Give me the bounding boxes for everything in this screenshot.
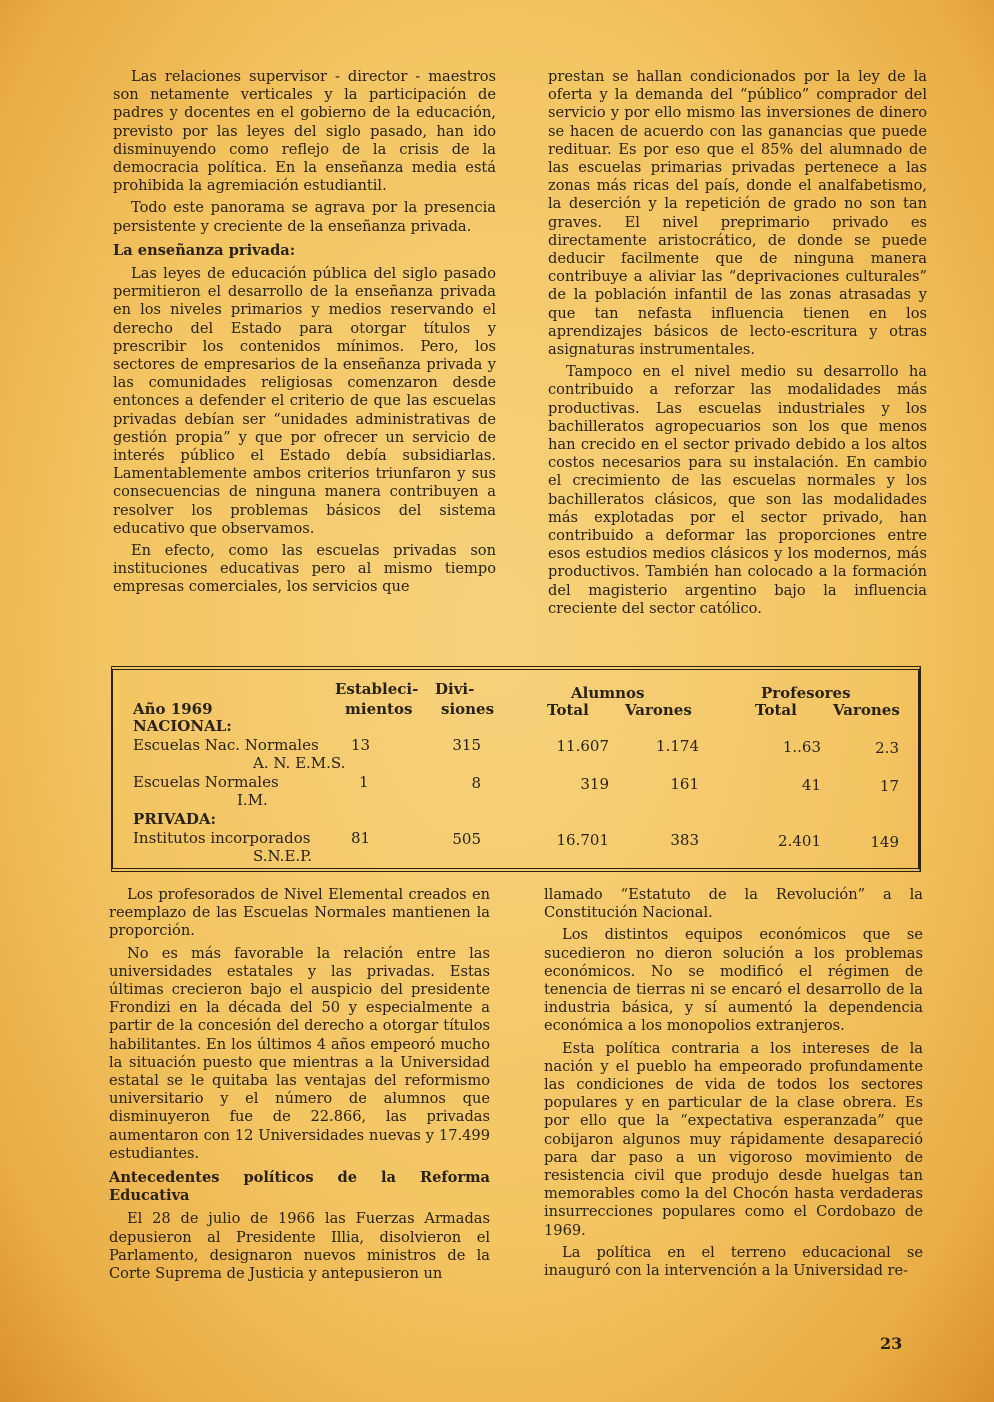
paragraph: La política en el terreno educacional se inauguró con la intervención a la Universidad re-	[544, 1243, 923, 1280]
paragraph: Tampoco en el nivel medio su desarrollo ha contribuido a reforzar las modalidades más productivas. Las escuelas industriales y los bachilleratos agropecuarios son los que menos han crecido en el sector privado debido a los altos costos necesarios para su instalación. En cambio el crecimiento de las escuelas normales y los bachilleratos clásicos, que son las modalidades más explotadas por el sector privado, han contribuido a deformar las proporciones entre esos estudios medios clásicos y los modernos, más productivos. También han colocado a la formación del magisterio argentino bajo la influencia creciente del sector católico.	[548, 363, 927, 617]
cell-pr-var: 17	[879, 777, 899, 795]
paragraph: prestan se hallan condicionados por la ley de la oferta y la demanda del “público” comprador del servicio y por ello mismo las inversiones de dinero se hacen de acuerdo con las ganancias que puede redituar. Es por eso que el 85% del alumnado de las escuelas primarias privadas pertenece a las zonas más ricas del país, donde el analfabetismo, la deserción y la repetición de grado no son tan graves. El nivel preprimario privado es directamente aristocrático, de donde se puede deducir facilmente que de ninguna manera contribuye a aliviar las “deprivaciones culturales” de la población infantil de las zonas atrasadas y que tan nefasta influencia tienen en los aprendizajes básicos de lecto-escritura y otras asignaturas instrumentales.	[548, 68, 927, 359]
section-heading: La enseñanza privada:	[113, 241, 296, 259]
paragraph: No es más favorable la relación entre las universidades estatales y las privadas. Estas últimas crecieron bajo el auspicio del presidente Frondizi en la década del 50 y especialmente a partir de la concesión del derecho a otorgar títulos habilitantes. En los últimos 4 años empeoró mucho la situación puesto que mientras a la Universidad estatal se le quitaba las ventajas del reformismo universitario y el número de alumnos que disminuyeron fue de 22.866, las privadas aumentaron con 12 Universidades nuevas y 17.499 estudiantes.	[109, 944, 490, 1162]
row-name: Escuelas Nac. Normales	[133, 736, 319, 754]
row-name: Institutos incorporados	[133, 829, 311, 847]
header-establecimientos: Estableci-	[335, 680, 419, 698]
paragraph: En efecto, como las escuelas privadas son instituciones educativas pero al mismo tiempo empresas comerciales, los servicios que	[113, 542, 496, 596]
cell-pr-var: 149	[870, 833, 899, 851]
paragraph: El 28 de julio de 1966 las Fuerzas Armadas depusieron al Presidente Illia, disolvieron el Parlamento, designaron nuevos ministros de la Corte Suprema de Justicia y antepusieron un	[109, 1210, 490, 1283]
section-privada: PRIVADA:	[133, 810, 217, 828]
column-top-left	[113, 68, 496, 601]
column-top-right	[548, 68, 927, 622]
paragraph: Los distintos equipos económicos que se sucedieron no dieron solución a los problemas económicos. No se modificó el régimen de tenencia de tierras ni se encaró el desarrollo de la industria básica, y sí aumentó la dependencia económica a los monopolios extranjeros.	[544, 926, 923, 1035]
header-profesores-total: Total	[755, 701, 797, 719]
table-year: Año 1969	[133, 700, 213, 718]
cell-pr-total: 1..63	[782, 738, 821, 756]
header-divisiones: Divi-	[435, 680, 475, 698]
row-name: Escuelas Normales	[133, 773, 279, 791]
header-divisiones-2: siones	[441, 700, 495, 718]
header-alumnos: Alumnos	[571, 684, 645, 702]
paragraph: Todo este panorama se agrava por la presencia persistente y creciente de la enseñanza privada.	[113, 199, 496, 235]
cell-div: 315	[452, 736, 481, 754]
cell-al-var: 383	[670, 831, 699, 849]
row-sub: I.M.	[237, 791, 268, 809]
paragraph: llamado “Estatuto de la Revolución” a la Constitución Nacional.	[544, 886, 923, 922]
header-establecimientos-2: mientos	[345, 700, 413, 718]
cell-al-total: 11.607	[556, 737, 609, 755]
cell-al-total: 16.701	[556, 831, 609, 849]
row-sub: S.N.E.P.	[253, 847, 312, 865]
column-bottom-left	[109, 886, 490, 1287]
paragraph: Los profesorados de Nivel Elemental creados en reemplazo de las Escuelas Normales mantienen la proporción.	[109, 886, 490, 940]
cell-al-total: 319	[580, 775, 609, 793]
cell-estab: 81	[351, 829, 371, 847]
paragraph: Las leyes de educación pública del siglo pasado permitieron el desarrollo de la enseñanza privada en los niveles primarios y medios reservando el derecho del Estado para otorgar títulos y prescribir los contenidos mínimos. Pero, los sectores de empresarios de la enseñanza privada y las comunidades religiosas comenzaron desde entonces a defender el criterio de que las escuelas privadas debían ser “unidades administrativas de gestión propia” y que por ofrecer un servicio de interés público el Estado debía subsidiarlas. Lamentablemente ambos criterios triunfaron y sus consecuencias de ninguna manera contribuyen a resolver los problemas básicos del sistema educativo que observamos.	[113, 265, 496, 537]
section-nacional: NACIONAL:	[133, 717, 232, 735]
header-alumnos-varones: Varones	[625, 701, 692, 719]
paragraph: Las relaciones supervisor - director - maestros son netamente verticales y la participación de padres y docentes en el gobierno de la educación, previsto por las leyes del siglo pasado, han ido disminuyendo como reflejo de la crisis de la democracia política. En la enseñanza media está prohibida la agremiación estudiantil.	[113, 68, 496, 195]
cell-estab: 13	[351, 736, 371, 754]
column-bottom-right	[544, 886, 923, 1284]
header-profesores-varones: Varones	[833, 701, 900, 719]
section-heading: Antecedentes políticos de la Reforma Educativa	[109, 1169, 490, 1205]
cell-pr-total: 41	[801, 776, 821, 794]
statistics-table	[111, 666, 921, 872]
cell-div: 505	[452, 830, 481, 848]
cell-div: 8	[471, 774, 481, 792]
header-alumnos-total: Total	[547, 701, 589, 719]
cell-al-var: 1.174	[656, 737, 699, 755]
cell-al-var: 161	[670, 775, 699, 793]
paragraph: Esta política contraria a los intereses de la nación y el pueblo ha empeorado profundamente las condiciones de vida de todos los sectores populares y en particular de la clase obrera. Es por ello que la “expectativa esperanzada” que cobijaron algunos muy rápidamente desapareció para dar paso a un vigoroso movimiento de resistencia civil que produjo desde huelgas tan memorables como la del Chocón hasta verdaderas insurrecciones populares como el Cordobazo de 1969.	[544, 1039, 923, 1239]
cell-pr-total: 2.401	[778, 832, 821, 850]
page-number: 23	[880, 1334, 903, 1353]
cell-pr-var: 2.3	[875, 739, 899, 757]
header-profesores: Profesores	[761, 684, 851, 702]
row-sub: A. N. E.M.S.	[253, 754, 346, 772]
cell-estab: 1	[359, 773, 369, 791]
